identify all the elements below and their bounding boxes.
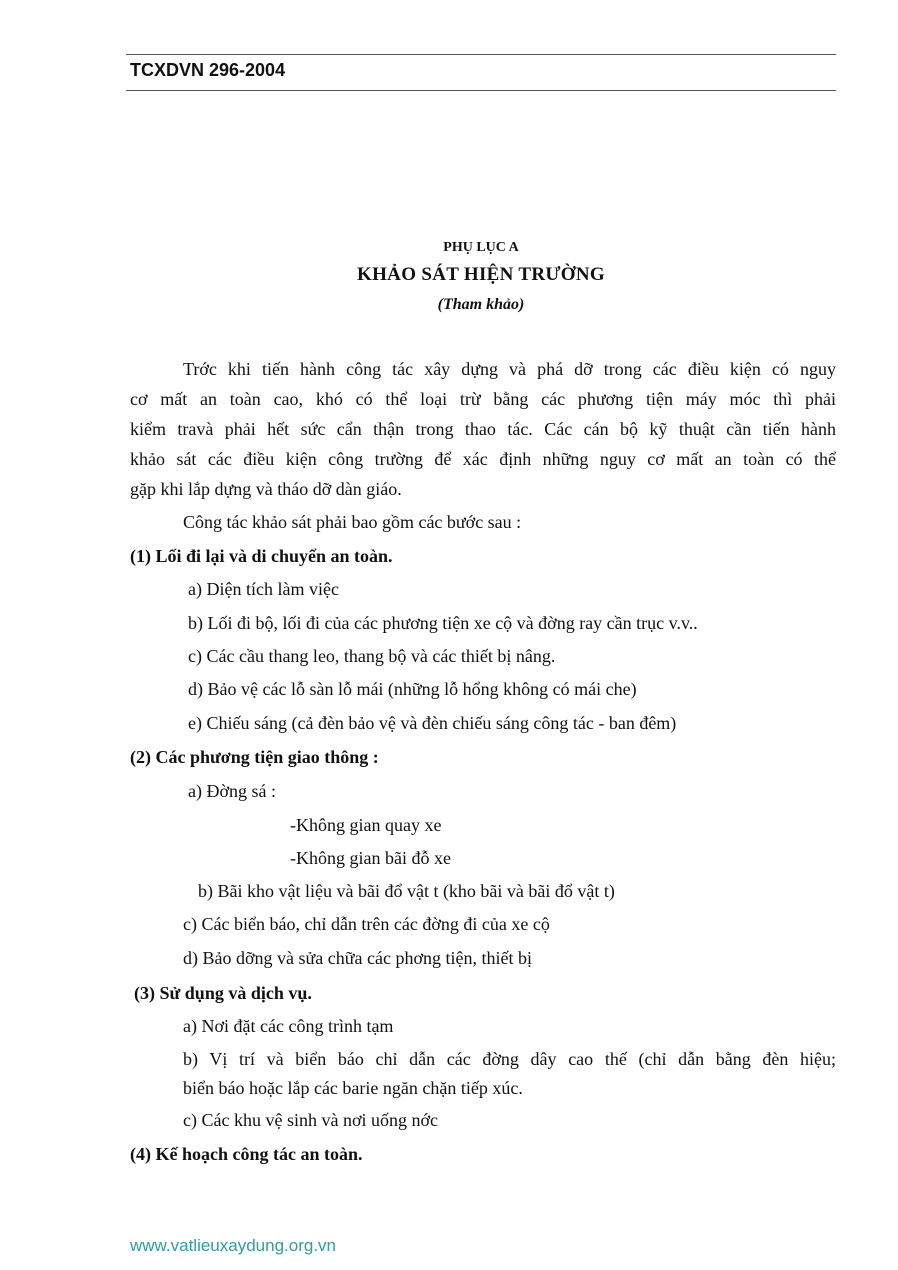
intro-line-1: Trớc khi tiến hành công tác xây dựng và phá dỡ trong các điều kiện có nguy	[183, 359, 836, 379]
section1-item-c: c) Các cầu thang leo, thang bộ và các thiết bị nâng.	[188, 646, 556, 666]
section4-heading: (4) Kế hoạch công tác an toàn.	[130, 1144, 363, 1164]
section2-item-a: a) Đờng sá :	[188, 781, 276, 801]
appendix-title: KHẢO SÁT HIỆN TRƯỜNG	[357, 264, 605, 285]
intro-line-3: kiểm travà phải hết sức cẩn thận trong thao tác. Các cán bộ kỹ thuật cần tiến hành	[130, 419, 836, 439]
section2-item-b: b) Bãi kho vật liệu và bãi đổ vật t (kho bãi và bãi đổ vật t)	[198, 881, 615, 901]
section1-heading: (1) Lối đi lại và di chuyển an toàn.	[130, 546, 393, 566]
appendix-note: (Tham khảo)	[437, 296, 525, 313]
header-bottom-rule	[126, 90, 836, 91]
intro-line-5: gặp khi lắp dựng và tháo dỡ dàn giáo.	[130, 479, 402, 499]
section2-item-d: d) Bảo dỡng và sửa chữa các phơng tiện, thiết bị	[183, 948, 532, 968]
section2-sub-item-2: -Không gian bãi đỗ xe	[290, 848, 451, 868]
footer-website-link[interactable]: www.vatlieuxaydung.org.vn	[130, 1236, 337, 1255]
section3-heading: (3) Sử dụng và dịch vụ.	[134, 983, 312, 1003]
section1-item-b: b) Lối đi bộ, lối đi của các phương tiện xe cộ và đờng ray cần trục v.v..	[188, 613, 698, 633]
header-top-rule	[126, 54, 836, 55]
intro-line-2: cơ mất an toàn cao, khó có thể loại trừ bằng các phương tiện máy móc thì phải	[130, 389, 836, 409]
section2-item-c: c) Các biển báo, chỉ dẫn trên các đờng đi của xe cộ	[183, 914, 550, 934]
section3-item-b-line-2: biển báo hoặc lắp các barie ngăn chặn tiếp xúc.	[183, 1078, 523, 1098]
section1-item-e: e) Chiếu sáng (cả đèn bảo vệ và đèn chiếu sáng công tác - ban đêm)	[188, 713, 677, 733]
section3-item-b-line-1: b) Vị trí và biển báo chỉ dẫn các đờng dây cao thế (chỉ dẫn bằng đèn hiệu;	[183, 1049, 836, 1069]
appendix-label: PHỤ LỤC A	[443, 240, 519, 255]
section1-item-d: d) Bảo vệ các lỗ sàn lỗ mái (những lỗ hổng không có mái che)	[188, 679, 637, 699]
intro-line-4: khảo sát các điều kiện công trường để xác định những nguy cơ mất an toàn có thể	[130, 449, 836, 469]
section2-sub-item-1: -Không gian quay xe	[290, 815, 442, 835]
steps-intro: Công tác khảo sát phải bao gồm các bước sau :	[183, 512, 522, 532]
section3-item-a: a) Nơi đặt các công trình tạm	[183, 1016, 394, 1036]
section2-heading: (2) Các phương tiện giao thông :	[130, 747, 379, 767]
document-code: TCXDVN 296-2004	[130, 60, 286, 80]
section1-item-a: a) Diện tích làm việc	[188, 579, 339, 599]
section3-item-c: c) Các khu vệ sinh và nơi uống nớc	[183, 1110, 438, 1130]
